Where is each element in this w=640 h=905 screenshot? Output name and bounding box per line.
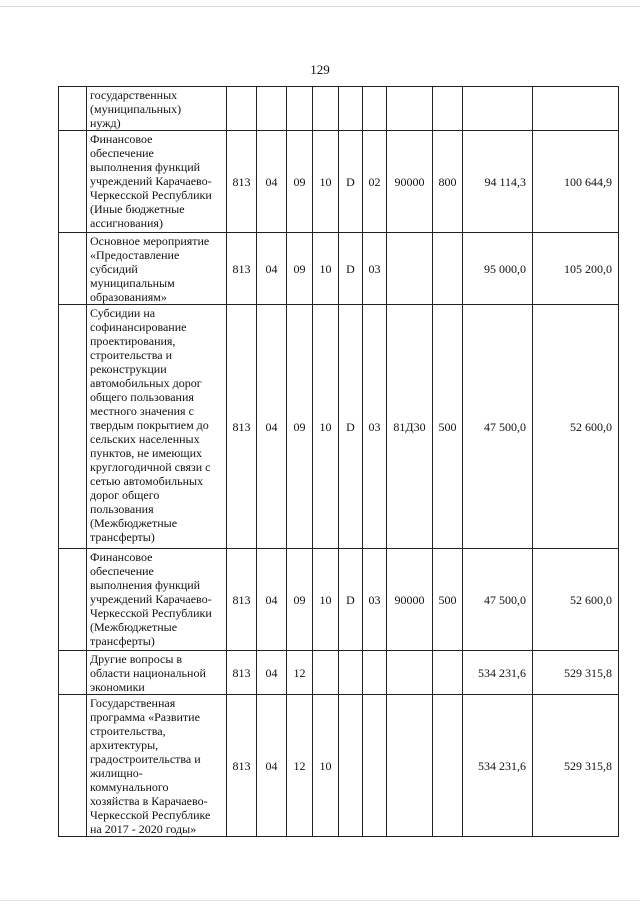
item-name-line: (Иные бюджетные [90,202,185,216]
subprogram-code-cell: D [339,549,363,651]
item-name-line: (Межбюджетные [90,516,178,530]
pr-cell: 12 [287,651,313,695]
sum-year-1-cell: 534 231,6 [463,651,533,695]
item-name-line: жилищно- [90,766,143,780]
item-name-line: «Предоставление [90,248,180,262]
direction-code-cell [387,651,433,695]
item-name-line: общего пользования [90,390,194,404]
item-name-line: пунктов, не имеющих [90,446,202,460]
item-name-line: (Межбюджетные [90,620,178,634]
item-name-line: обеспечение [90,146,154,160]
expense-type-cell [433,87,463,131]
ved-cell: 813 [227,131,257,233]
program-code-cell: 10 [313,305,339,549]
item-name-cell [87,651,227,695]
item-name-line: сетью автомобильных [90,474,204,488]
ved-cell: 813 [227,233,257,305]
sum-year-2-cell: 529 315,8 [533,695,619,837]
direction-code-cell [387,87,433,131]
sum-year-2-cell: 52 600,0 [533,305,619,549]
item-name-cell [87,695,227,837]
item-name-line: экономики [90,680,145,694]
sum-year-2-cell: 529 315,8 [533,651,619,695]
row-marker-cell [59,131,87,233]
rz-cell: 04 [257,131,287,233]
page-number: 129 [310,62,330,77]
item-name-line: проектирования, [90,334,176,348]
rz-cell: 04 [257,695,287,837]
expense-type-cell: 800 [433,131,463,233]
direction-code-cell: 81Д30 [387,305,433,549]
item-name-cell [87,233,227,305]
item-name-line: Другие вопросы в [90,652,183,666]
rz-cell: 04 [257,549,287,651]
item-name-line: хозяйства в Карачаево- [90,794,208,808]
item-name-cell [87,549,227,651]
scan-edge-top [0,6,640,7]
ved-cell [227,87,257,131]
row-marker-cell [59,233,87,305]
table-row [59,305,619,549]
program-code-cell: 10 [313,233,339,305]
activity-code-cell [363,651,387,695]
item-name-cell [87,131,227,233]
rz-cell: 04 [257,233,287,305]
item-name-line: образованиям» [90,290,167,304]
item-name-line: Государственная [90,696,176,710]
item-name-line: выполнения функций [90,160,201,174]
item-name-line: круглогодичной связи с [90,460,211,474]
activity-code-cell: 03 [363,305,387,549]
sum-year-2-cell: 52 600,0 [533,549,619,651]
item-name-line: софинансирование [90,320,187,334]
program-code-cell: 10 [313,131,339,233]
expense-type-cell: 500 [433,305,463,549]
subprogram-code-cell [339,695,363,837]
row-marker-cell [59,651,87,695]
sum-year-2-cell [533,87,619,131]
item-name-line: обеспечение [90,564,154,578]
expense-type-cell: 500 [433,549,463,651]
expense-type-cell [433,233,463,305]
item-name-line: коммунального [90,780,169,794]
rz-cell: 04 [257,305,287,549]
item-name-line: градостроительства и [90,752,201,766]
activity-code-cell [363,87,387,131]
row-marker-cell [59,305,87,549]
rz-cell: 04 [257,651,287,695]
direction-code-cell: 90000 [387,549,433,651]
item-name-line: государственных [90,88,178,102]
item-name-line: (муниципальных) [90,102,182,116]
table-body [59,87,619,837]
item-name-line: на 2017 - 2020 годы» [90,822,197,836]
item-name-line: учреждений Карачаево- [90,174,212,188]
table-row [59,695,619,837]
ved-cell: 813 [227,651,257,695]
item-name-line: архитектуры, [90,738,159,752]
sum-year-1-cell: 534 231,6 [463,695,533,837]
activity-code-cell: 02 [363,131,387,233]
sum-year-2-cell: 105 200,0 [533,233,619,305]
item-name-line: местного значения с [90,404,194,418]
sum-year-1-cell [463,87,533,131]
sum-year-1-cell: 47 500,0 [463,549,533,651]
pr-cell: 09 [287,131,313,233]
table-row [59,233,619,305]
item-name-cell [87,305,227,549]
subprogram-code-cell [339,651,363,695]
direction-code-cell [387,233,433,305]
row-marker-cell [59,695,87,837]
subprogram-code-cell: D [339,305,363,549]
table-row [59,131,619,233]
item-name-line: трансферты) [90,634,155,648]
item-name-line: Черкесской Республики [90,188,212,202]
item-name-line: Основное мероприятие [90,234,210,248]
expense-type-cell [433,651,463,695]
item-name-line: сельских населенных [90,432,200,446]
pr-cell: 09 [287,305,313,549]
ved-cell: 813 [227,695,257,837]
activity-code-cell: 03 [363,233,387,305]
direction-code-cell: 90000 [387,131,433,233]
expense-type-cell [433,695,463,837]
activity-code-cell: 03 [363,549,387,651]
subprogram-code-cell [339,87,363,131]
item-name-line: автомобильных дорог [90,376,202,390]
item-name-line: учреждений Карачаево- [90,592,212,606]
sum-year-1-cell: 47 500,0 [463,305,533,549]
sum-year-2-cell: 100 644,9 [533,131,619,233]
item-name-line: ассигнования) [90,216,163,230]
item-name-line: субсидий [90,262,138,276]
pr-cell [287,87,313,131]
item-name-line: Черкесской Республики [90,606,212,620]
item-name-line: реконструкции [90,362,167,376]
ved-cell: 813 [227,305,257,549]
sum-year-1-cell: 94 114,3 [463,131,533,233]
item-name-line: программа «Развитие [90,710,200,724]
program-code-cell [313,87,339,131]
budget-table [58,86,619,837]
sum-year-1-cell: 95 000,0 [463,233,533,305]
pr-cell: 09 [287,233,313,305]
item-name-line: пользования [90,502,154,516]
subprogram-code-cell: D [339,233,363,305]
pr-cell: 12 [287,695,313,837]
item-name-line: твердым покрытием до [90,418,209,432]
program-code-cell [313,651,339,695]
table-row [59,87,619,131]
item-name-line: Финансовое [90,132,153,146]
item-name-line: строительства, [90,724,166,738]
item-name-line: нужд) [90,116,121,130]
item-name-line: трансферты) [90,530,155,544]
pr-cell: 09 [287,549,313,651]
item-name-line: Субсидии на [90,306,156,320]
item-name-line: области национальной [90,666,206,680]
item-name-line: Черкесской Республике [90,808,211,822]
item-name-line: строительства и [90,348,172,362]
item-name-cell [87,87,227,131]
item-name-line: муниципальным [90,276,175,290]
program-code-cell: 10 [313,549,339,651]
rz-cell [257,87,287,131]
row-marker-cell [59,549,87,651]
row-marker-cell [59,87,87,131]
item-name-line: выполнения функций [90,578,201,592]
direction-code-cell [387,695,433,837]
subprogram-code-cell: D [339,131,363,233]
table-row [59,651,619,695]
ved-cell: 813 [227,549,257,651]
table-row [59,549,619,651]
item-name-line: дорог общего [90,488,160,502]
program-code-cell: 10 [313,695,339,837]
activity-code-cell [363,695,387,837]
item-name-line: Финансовое [90,550,153,564]
scan-edge-bottom [0,900,640,901]
